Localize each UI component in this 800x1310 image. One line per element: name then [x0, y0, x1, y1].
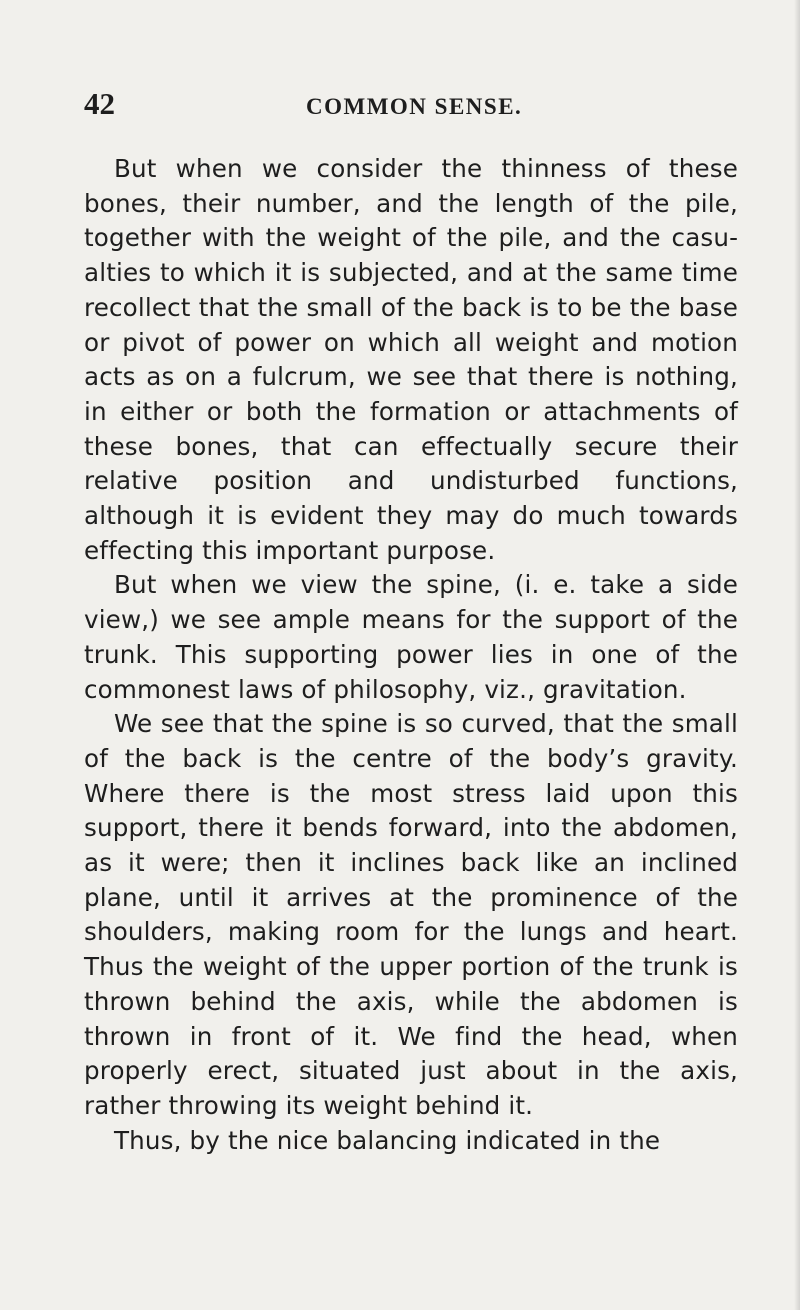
paragraph-1: But when we consider the thinness of these bones, their number, and the length of the pile, together with the weight of the pile, and the casualties to which it is subjected, and at the same time recollect that the small of the back is to be the base or pivot of power on which all weight and motion acts as on a fulcrum, we see that there is nothing, in either or both the formation or attachments of these bones, that can effectually secure their relative position and undisturbed functions, although it is evident they may do much towards effecting this important purpose. — [84, 154, 738, 565]
page-edge-shadow — [794, 0, 800, 1310]
page-number: 42 — [84, 86, 115, 121]
running-head — [84, 86, 736, 126]
paragraph-3: We see that the spine is so curved, that the small of the back is the centre of the body’s gravity. Where there is the most stress laid upon this support, there it bends forward, into the abdomen, as it were; then it inclines back like an inclined plane, until it arrives at the prominence of the shoulders, making room for the lungs and heart. Thus the weight of the upper portion of the trunk is thrown behind the axis, while the abdomen is thrown in front of it. We find the head, when properly erect, situated just about in the axis, rather throwing its weight behind it. — [84, 709, 738, 1120]
paragraph-2: But when we view the spine, (i. e. take a side view,) we see ample means for the support of the trunk. This supporting power lies in one of the commonest laws of philosophy, viz., gravitation. — [84, 570, 738, 704]
body-text — [84, 152, 738, 1158]
paragraph-4: Thus, by the nice balancing indicated in the — [114, 1125, 661, 1155]
running-title: COMMON SENSE. — [306, 94, 523, 119]
